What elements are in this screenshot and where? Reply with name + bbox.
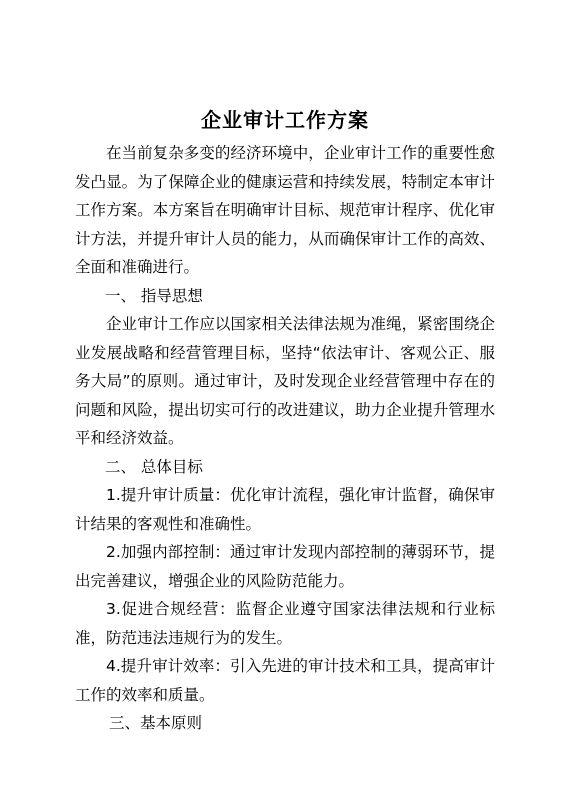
section-heading-overall-goals: 二、 总体目标 [105, 457, 203, 476]
section-heading-basic-principles: 三、基本原则 [109, 714, 203, 732]
goal-item: 4.提升审计效率：引入先进的审计技术和工具，提高审计工作的效率和质量。 [75, 657, 495, 704]
document-title: 企业审计工作方案 [201, 108, 369, 132]
document-body [75, 139, 495, 738]
goal-item: 1.提升审计质量：优化审计流程，强化审计监督，确保审计结果的客观性和准确性。 [75, 486, 495, 533]
goal-item: 2.加强内部控制：通过审计发现内部控制的薄弱环节，提出完善建议，增强企业的风险防范能力。 [75, 543, 495, 590]
goal-item: 3.促进合规经营：监督企业遵守国家法律法规和行业标准，防范违法违规行为的发生。 [75, 600, 495, 647]
intro-paragraph: 在当前复杂多变的经济环境中，企业审计工作的重要性愈发凸显。为了保障企业的健康运营和持续发展，特制定本审计工作方案。本方案旨在明确审计目标、规范审计程序、优化审计方法，并提升审计人员的能力，从而确保审计工作的高效、全面和准确进行。 [75, 144, 495, 276]
section-heading-guiding-thought: 一、 指导思想 [105, 286, 203, 305]
guiding-thought-paragraph: 企业审计工作应以国家相关法律法规为准绳，紧密围绕企业发展战略和经营管理目标，坚持“依法审计、客观公正、服务大局”的原则。通过审计，及时发现企业经营管理中存在的问题和风险，提出切实可行的改进建议，助力企业提升管理水平和经济效益。 [75, 315, 495, 447]
